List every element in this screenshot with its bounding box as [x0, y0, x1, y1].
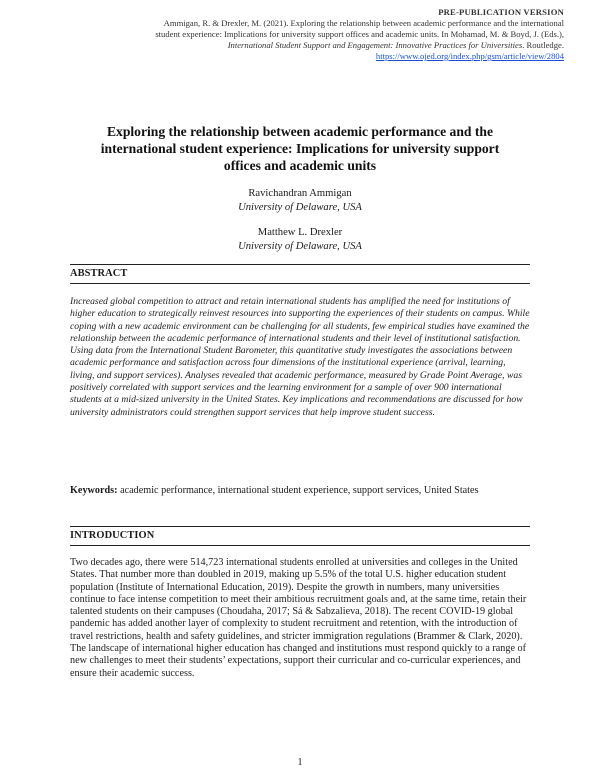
citation-line-1: Ammigan, R. & Drexler, M. (2021). Exploring the relationship between academic performance and the international [163, 18, 564, 28]
introduction-text: Two decades ago, there were 514,723 international students enrolled at universities and colleges in the United States. That number more than doubled in 2019, making up 5.5% of the total U.S. higher education student population (Institute of International Education, 2019). Despite the growth in numbers, many universities continue to face intense competition to meet their ambitious recruitment goals and, at the same time, retain their talented students on their campuses (Choudaha, 2017; Sá & Sabzalieva, 2018). The recent COVID-19 global pandemic has added another layer of complexity to student recruitment and retention, with the introduction of travel restrictions, health and safety guidelines, and stricter immigration regulations (Brammer & Clark, 2020). The landscape of international higher education has changed and institutions must respond quickly to a range of new challenges to meet their students’ expectations, support their curricular and co-curricular experiences, and ensure their academic success. [70, 557, 527, 679]
keywords-label: Keywords: [70, 485, 118, 496]
title-line-3: offices and academic units [223, 158, 377, 173]
abstract-text: Increased global competition to attract and retain international students has amplified the need for institutions of higher education to strategically reinvest resources into supporting the experiences of their students on campus. While coping with a new academic environment can be challenging for all students, few empirical studies have examined the relationship between the academic performance of international students and their level of institutional satisfaction. Using data from the International Student Barometer, this quantitative study investigates the associations between academic performance and satisfaction across four dimensions of the institutional experience (arrival, learning, living, and support services). Analyses revealed that academic performance, measured by Grade Point Average, was positively correlated with support services and the learning environment for a sample of over 900 international students at a mid-sized university in the United States. Key implications and recommendations are discussed for how university administrators could strengthen support services that help improve student success. [70, 296, 530, 418]
prepub-label: PRE-PUBLICATION VERSION [438, 7, 564, 17]
header-block [44, 6, 564, 62]
title-line-1: Exploring the relationship between academic performance and the [106, 124, 493, 139]
citation-publisher: . Routledge. [522, 40, 564, 50]
author-2-name: Matthew L. Drexler [257, 227, 343, 238]
author-1 [0, 187, 600, 215]
keywords-text: academic performance, international student experience, support services, United States [117, 485, 479, 496]
title-line-2: international student experience: Implications for university support [100, 141, 500, 156]
author-1-affiliation: University of Delaware, USA [238, 202, 362, 213]
divider-intro-top [70, 526, 530, 527]
page-number: 1 [297, 757, 303, 768]
article-url-link[interactable]: https://www.ojed.org/index.php/gsm/article/view/2804 [375, 51, 564, 61]
citation-book-title: International Student Support and Engagement: Innovative Practices for Universities [227, 40, 523, 50]
author-2-affiliation: University of Delaware, USA [238, 241, 362, 252]
divider-abstract-bottom [70, 283, 530, 284]
paper-title [60, 123, 540, 174]
author-1-name: Ravichandran Ammigan [248, 188, 352, 199]
citation-line-3 [44, 40, 564, 51]
abstract-heading: ABSTRACT [70, 268, 128, 279]
keywords [70, 485, 530, 498]
citation [44, 18, 564, 62]
citation-line-2: student experience: Implications for university support offices and academic units. In Mohamad, M. & Boyd, J. (Eds.), [155, 29, 564, 39]
introduction-heading: INTRODUCTION [70, 530, 155, 541]
divider-abstract-top [70, 264, 530, 265]
divider-intro-bottom [70, 545, 530, 546]
author-2 [0, 226, 600, 254]
